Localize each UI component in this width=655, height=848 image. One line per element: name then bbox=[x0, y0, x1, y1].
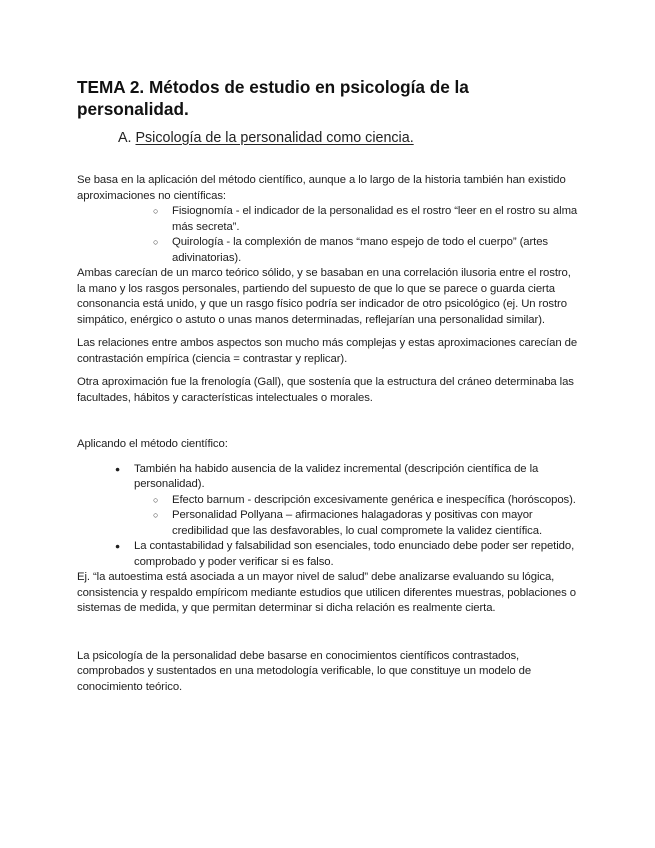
approaches-list bbox=[77, 204, 582, 266]
intro-paragraph: Se basa en la aplicación del método científico, aunque a lo largo de la historia también han existido aproximaciones no científicas: bbox=[77, 174, 566, 202]
bullet-contrastabilidad: ● La contastabilidad y falsabilidad son esenciales, todo enunciado debe poder ser repetido, comprobado y poder verificar si es falso. bbox=[77, 539, 582, 570]
list-item-quirologia: ○ Quirología - la complexión de manos “mano espejo de todo el cuerpo” (artes adivinatorias). bbox=[77, 235, 582, 266]
bullet-validez-text: También ha habido ausencia de la validez incremental (descripción científica de la personalidad). bbox=[134, 462, 539, 490]
conclusion-paragraph: La psicología de la personalidad debe basarse en conocimientos científicos contrastados, comprobados y sustentados en una metodología verificable, lo que constituye un modelo de conocimiento teórico. bbox=[77, 649, 532, 693]
sub-bullets bbox=[134, 493, 582, 540]
sub-bullet-barnum: ○ Efecto barnum - descripción excesivamente genérica e inespecífica (horóscopos). bbox=[134, 493, 582, 509]
section-heading-text: Psicología de la personalidad como ciencia. bbox=[135, 130, 414, 146]
document-page bbox=[77, 76, 582, 695]
sub-bullet-pollyana: ○ Personalidad Pollyana – afirmaciones halagadoras y positivas con mayor credibilidad que las desfavorables, lo cual compromete la validez científica. bbox=[134, 508, 582, 539]
section-heading bbox=[118, 128, 582, 148]
page-title: TEMA 2. Métodos de estudio en psicología de la personalidad. bbox=[77, 77, 469, 119]
list-item-fisiognomia: ○ Fisiognomía - el indicador de la personalidad es el rostro “leer en el rostro su alma más secreta”. bbox=[77, 204, 582, 235]
example-paragraph: Ej. “la autoestima está asociada a un mayor nivel de salud” debe analizarse evaluando su lógica, consistencia y respaldo empíricom mediante estudios que utilicen diferentes muestras, poblaciones o sistemas de medida, y que permitan determinar si dicha relación es realmente cierta. bbox=[77, 571, 576, 614]
section-letter: A. bbox=[118, 130, 132, 146]
paragraph-relaciones: Las relaciones entre ambos aspectos son mucho más complejas y estas aproximaciones carecían de contrastación empírica (ciencia = contrastar y replicar). bbox=[77, 337, 578, 365]
bullet-validez bbox=[77, 462, 582, 540]
scientific-bullets bbox=[77, 462, 582, 571]
paragraph-ambas: Ambas carecían de un marco teórico sólido, y se basaban en una correlación ilusoria entre el rostro, la mano y los rasgos personales, partiendo del supuesto de que lo que se parece o guarda cierta consonancia está unido, y que un rasgo físico podría ser indicador de otro psicológico (ej. Un rostro simpático, enérgico o astuto o unas manos determinadas, reflejarían una personalidad similar). bbox=[77, 267, 571, 326]
applying-heading: Aplicando el método científico: bbox=[77, 438, 228, 450]
paragraph-frenologia: Otra aproximación fue la frenología (Gall), que sostenía que la estructura del cráneo determinaba las facultades, hábitos y características intelectuales o morales. bbox=[77, 376, 574, 404]
